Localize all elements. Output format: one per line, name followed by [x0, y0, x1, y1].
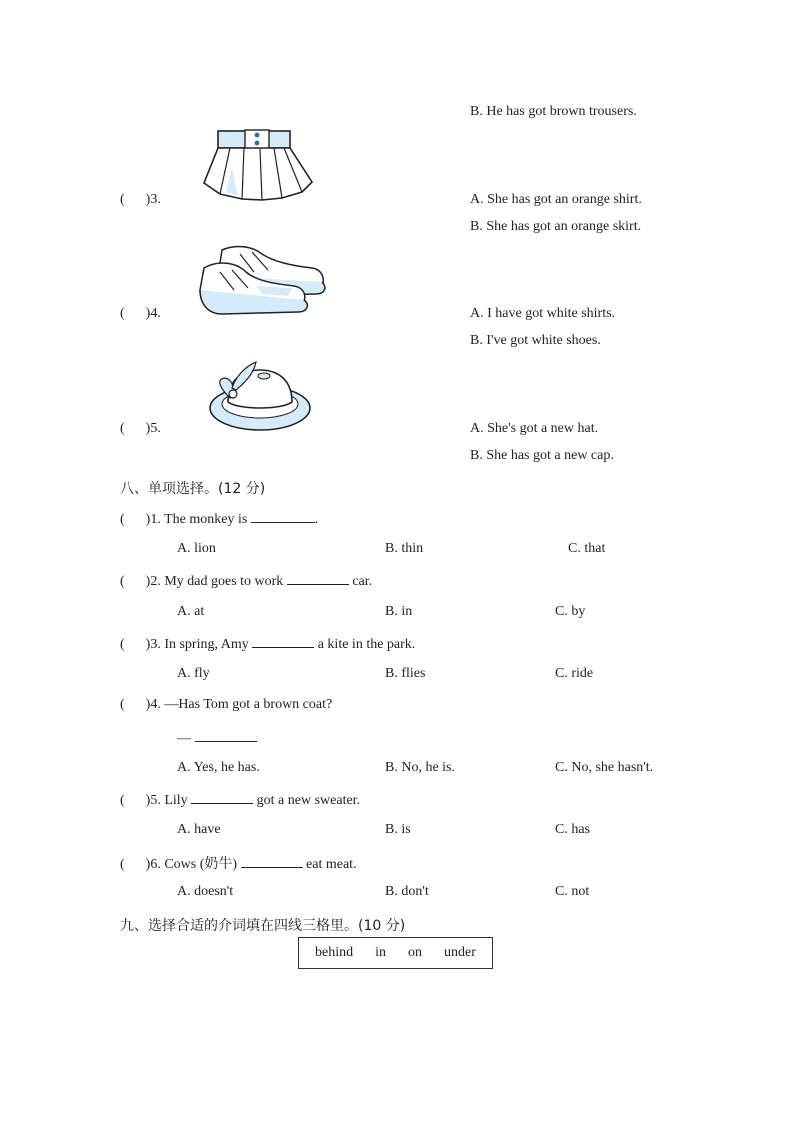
- skirt-icon: [200, 128, 316, 204]
- s8-q2-option-b: B. in: [385, 604, 413, 619]
- s8-q5-suffix: got a new sweater.: [256, 793, 361, 808]
- s8-q1-option-a: A. lion: [177, 541, 216, 556]
- s8-q4-option-a: A. Yes, he has.: [177, 760, 260, 775]
- s8-q3-blank[interactable]: [252, 635, 314, 648]
- section9-title: 九、选择合适的介词填在四线三格里。(10 分): [120, 918, 406, 934]
- s8-q6-option-c: C. not: [555, 884, 590, 899]
- word-under: under: [444, 945, 476, 960]
- s8-q4-dash: —: [177, 731, 191, 746]
- word-bank-box: [298, 937, 493, 969]
- s8-q4-answer-line: [177, 729, 257, 747]
- s8-q6-suffix: eat meat.: [306, 857, 357, 872]
- word-behind: behind: [315, 945, 354, 960]
- s8-q4-option-b: B. No, he is.: [385, 760, 455, 775]
- q3-option-b: B. She has got an orange skirt.: [470, 219, 642, 234]
- s8-q5-stem: [120, 791, 360, 809]
- section8-title: 八、单项选择。(12 分): [120, 481, 266, 497]
- s8-q2-prefix: ( )2. My dad goes to work: [120, 574, 284, 589]
- s8-q3-suffix: a kite in the park.: [317, 637, 416, 652]
- s8-q4-blank[interactable]: [195, 729, 257, 742]
- s8-q6-stem: [120, 853, 357, 873]
- s8-q2-option-c: C. by: [555, 604, 586, 619]
- s8-q6-option-b: B. don't: [385, 884, 429, 899]
- q5-option-a: A. She's got a new hat.: [470, 421, 599, 436]
- s8-q1-blank[interactable]: [251, 510, 315, 523]
- s8-q5-blank[interactable]: [191, 791, 253, 804]
- s8-q1-stem: [120, 510, 318, 528]
- q5-number: ( )5.: [120, 421, 161, 436]
- s8-q1-option-c: C. that: [568, 541, 606, 556]
- s8-q2-blank[interactable]: [287, 572, 349, 585]
- s8-q6-blank[interactable]: [241, 855, 303, 868]
- s8-q2-option-a: A. at: [177, 604, 205, 619]
- word-in: in: [375, 945, 387, 960]
- s8-q1-suffix: .: [314, 512, 319, 527]
- s8-q2-stem: [120, 572, 372, 590]
- q4-option-a: A. I have got white shirts.: [470, 306, 616, 321]
- q4-number: ( )4.: [120, 306, 161, 321]
- s8-q4-option-c: C. No, she hasn't.: [555, 760, 654, 775]
- s8-q3-option-c: C. ride: [555, 666, 594, 681]
- s8-q5-option-b: B. is: [385, 822, 411, 837]
- q4-option-b: B. I've got white shoes.: [470, 333, 601, 348]
- s8-q3-option-a: A. fly: [177, 666, 210, 681]
- s8-q3-stem: [120, 635, 415, 653]
- q3-option-a: A. She has got an orange shirt.: [470, 192, 642, 207]
- s8-q2-suffix: car.: [352, 574, 373, 589]
- s8-q5-option-a: A. have: [177, 822, 221, 837]
- s8-q6-option-a: A. doesn't: [177, 884, 234, 899]
- s8-q1-prefix: ( )1. The monkey is: [120, 512, 248, 527]
- q3-number: ( )3.: [120, 192, 161, 207]
- s8-q3-prefix: ( )3. In spring, Amy: [120, 637, 249, 652]
- s8-q3-option-b: B. flies: [385, 666, 426, 681]
- hat-icon: [206, 358, 314, 436]
- s8-q6-prefix: ( )6. Cows (奶牛): [120, 857, 238, 872]
- q5-option-b: B. She has got a new cap.: [470, 448, 614, 463]
- s8-q5-prefix: ( )5. Lily: [120, 793, 188, 808]
- s8-q5-option-c: C. has: [555, 822, 590, 837]
- s8-q1-option-b: B. thin: [385, 541, 424, 556]
- s8-q4-stem: ( )4. —Has Tom got a brown coat?: [120, 697, 333, 712]
- q2-option-b: B. He has got brown trousers.: [470, 104, 637, 119]
- word-on: on: [408, 945, 423, 960]
- shoes-icon: [196, 242, 328, 316]
